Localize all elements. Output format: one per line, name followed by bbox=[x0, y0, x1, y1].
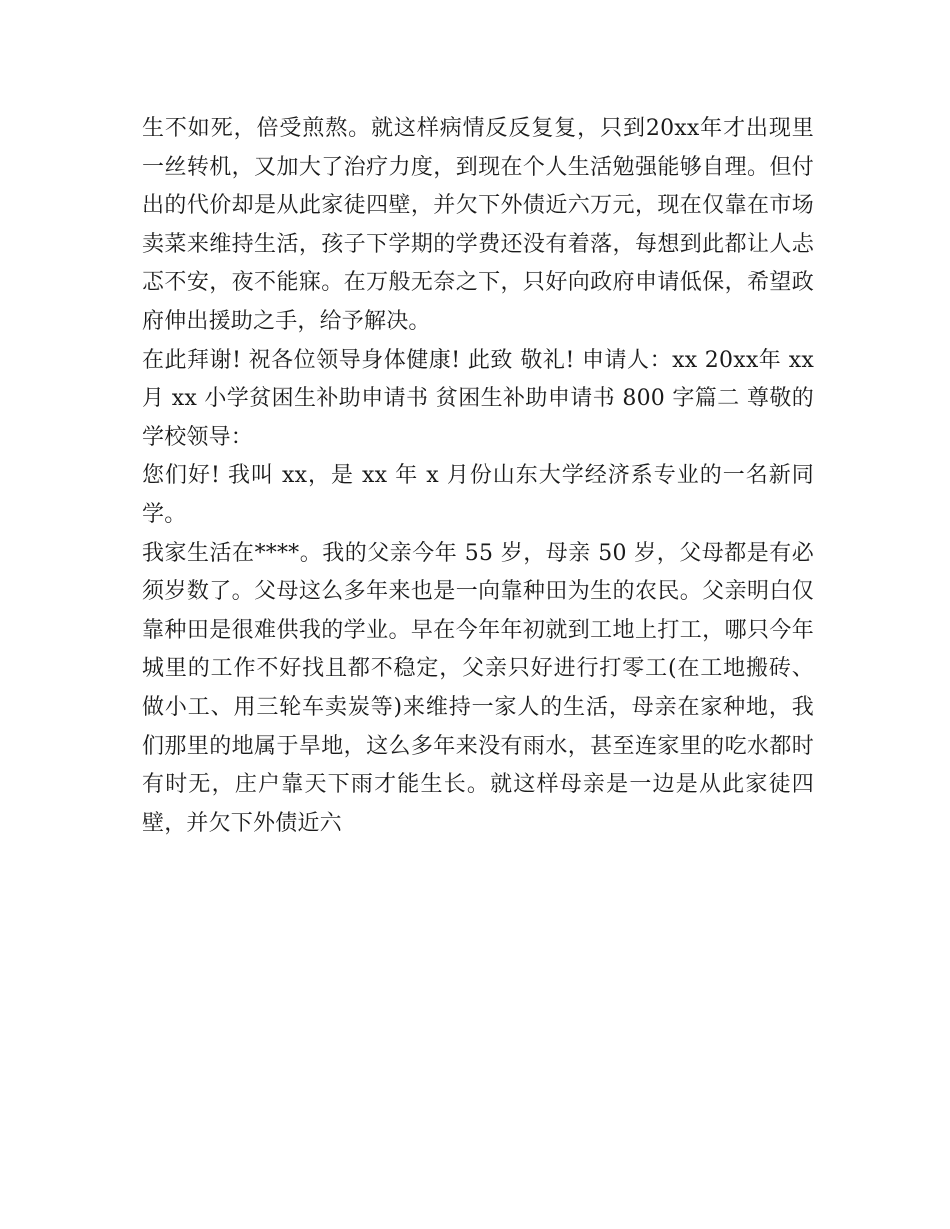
document-body bbox=[142, 110, 814, 843]
paragraph-family-situation: 我家生活在****。我的父亲今年 55 岁，母亲 50 岁，父母都是有必须岁数了。父母这么多年来也是一向靠种田为生的农民。父亲明白仅靠种田是很难供我的学业。早在今年年初就到工地上打工，哪只今年城里的工作不好找且都不稳定，父亲只好进行打零工(在工地搬砖、做小工、用三轮车卖炭等)来维持一家人的生活，母亲在家种地，我们那里的地属于旱地，这么多年来没有雨水，甚至连家里的吃水都时有时无，庄户靠天下雨才能生长。就这样母亲是一边是从此家徒四壁，并欠下外债近六 bbox=[142, 540, 814, 836]
paragraph-illness-and-debt: 生不如死，倍受煎熬。就这样病情反反复复，只到20xx年才出现里一丝转机，又加大了治疗力度，到现在个人生活勉强能够自理。但付出的代价却是从此家徒四壁，并欠下外债近六万元，现在仅靠在市场卖菜来维持生活，孩子下学期的学费还没有着落，每想到此都让人忐忑不安，夜不能寐。在万般无奈之下，只好向政府申请低保，希望政府伸出援助之手，给予解决。 bbox=[142, 116, 814, 334]
paragraph-greeting-introduction: 您们好! 我叫 xx，是 xx 年 x 月份山东大学经济系专业的一名新同学。 bbox=[142, 463, 814, 527]
paragraph-thanks-and-second-letter-heading: 在此拜谢! 祝各位领导身体健康! 此致 敬礼! 申请人：xx 20xx年 xx 月 xx 小学贫困生补助申请书 贫困生补助申请书 800 字篇二 尊敬的学校领导： bbox=[142, 347, 814, 450]
